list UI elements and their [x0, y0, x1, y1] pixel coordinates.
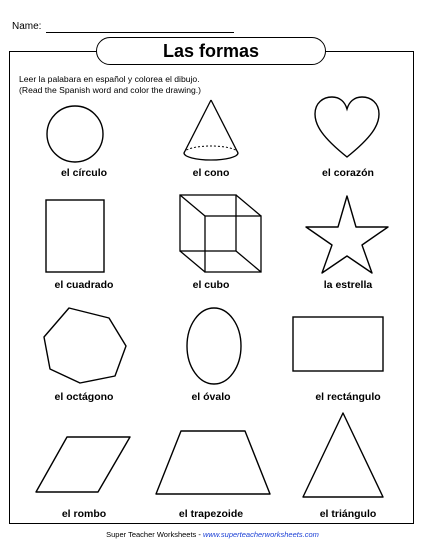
label-triangulo: el triángulo — [319, 508, 377, 520]
octagon-drawing — [42, 305, 128, 385]
label-cono: el cono — [192, 167, 230, 179]
circle-drawing — [45, 103, 105, 165]
rectangle-drawing — [291, 315, 385, 373]
square-drawing — [44, 198, 106, 274]
name-line — [46, 32, 234, 33]
trapezoid-drawing — [153, 428, 273, 498]
label-circulo: el círculo — [60, 167, 108, 179]
cone-drawing — [180, 97, 242, 167]
name-label: Name: — [12, 21, 42, 32]
label-rombo: el rombo — [61, 508, 107, 520]
triangle-drawing — [300, 410, 386, 500]
label-ovalo: el óvalo — [191, 391, 231, 403]
instructions-english: (Read the Spanish word and color the drawing.) — [19, 85, 202, 95]
label-trapezoide: el trapezoide — [178, 508, 244, 520]
cube-drawing — [177, 192, 265, 276]
rhombus-drawing — [33, 434, 133, 496]
label-octagono: el octágono — [54, 391, 114, 403]
label-cuadrado: el cuadrado — [54, 279, 114, 291]
oval-drawing — [184, 305, 244, 387]
label-rectangulo: el rectángulo — [315, 391, 381, 403]
label-corazon: el corazón — [322, 167, 374, 179]
footer — [0, 530, 425, 539]
star-drawing — [304, 193, 390, 275]
instructions-spanish: Leer la palabara en español y colorea el dibujo. — [19, 74, 200, 84]
label-cubo: el cubo — [192, 279, 230, 291]
footer-text: Super Teacher Worksheets - — [106, 530, 203, 539]
heart-drawing — [312, 95, 382, 161]
footer-url[interactable]: www.superteacherworksheets.com — [202, 530, 319, 539]
page-title: Las formas — [96, 37, 326, 65]
instructions — [19, 74, 201, 96]
label-estrella: la estrella — [323, 279, 373, 291]
